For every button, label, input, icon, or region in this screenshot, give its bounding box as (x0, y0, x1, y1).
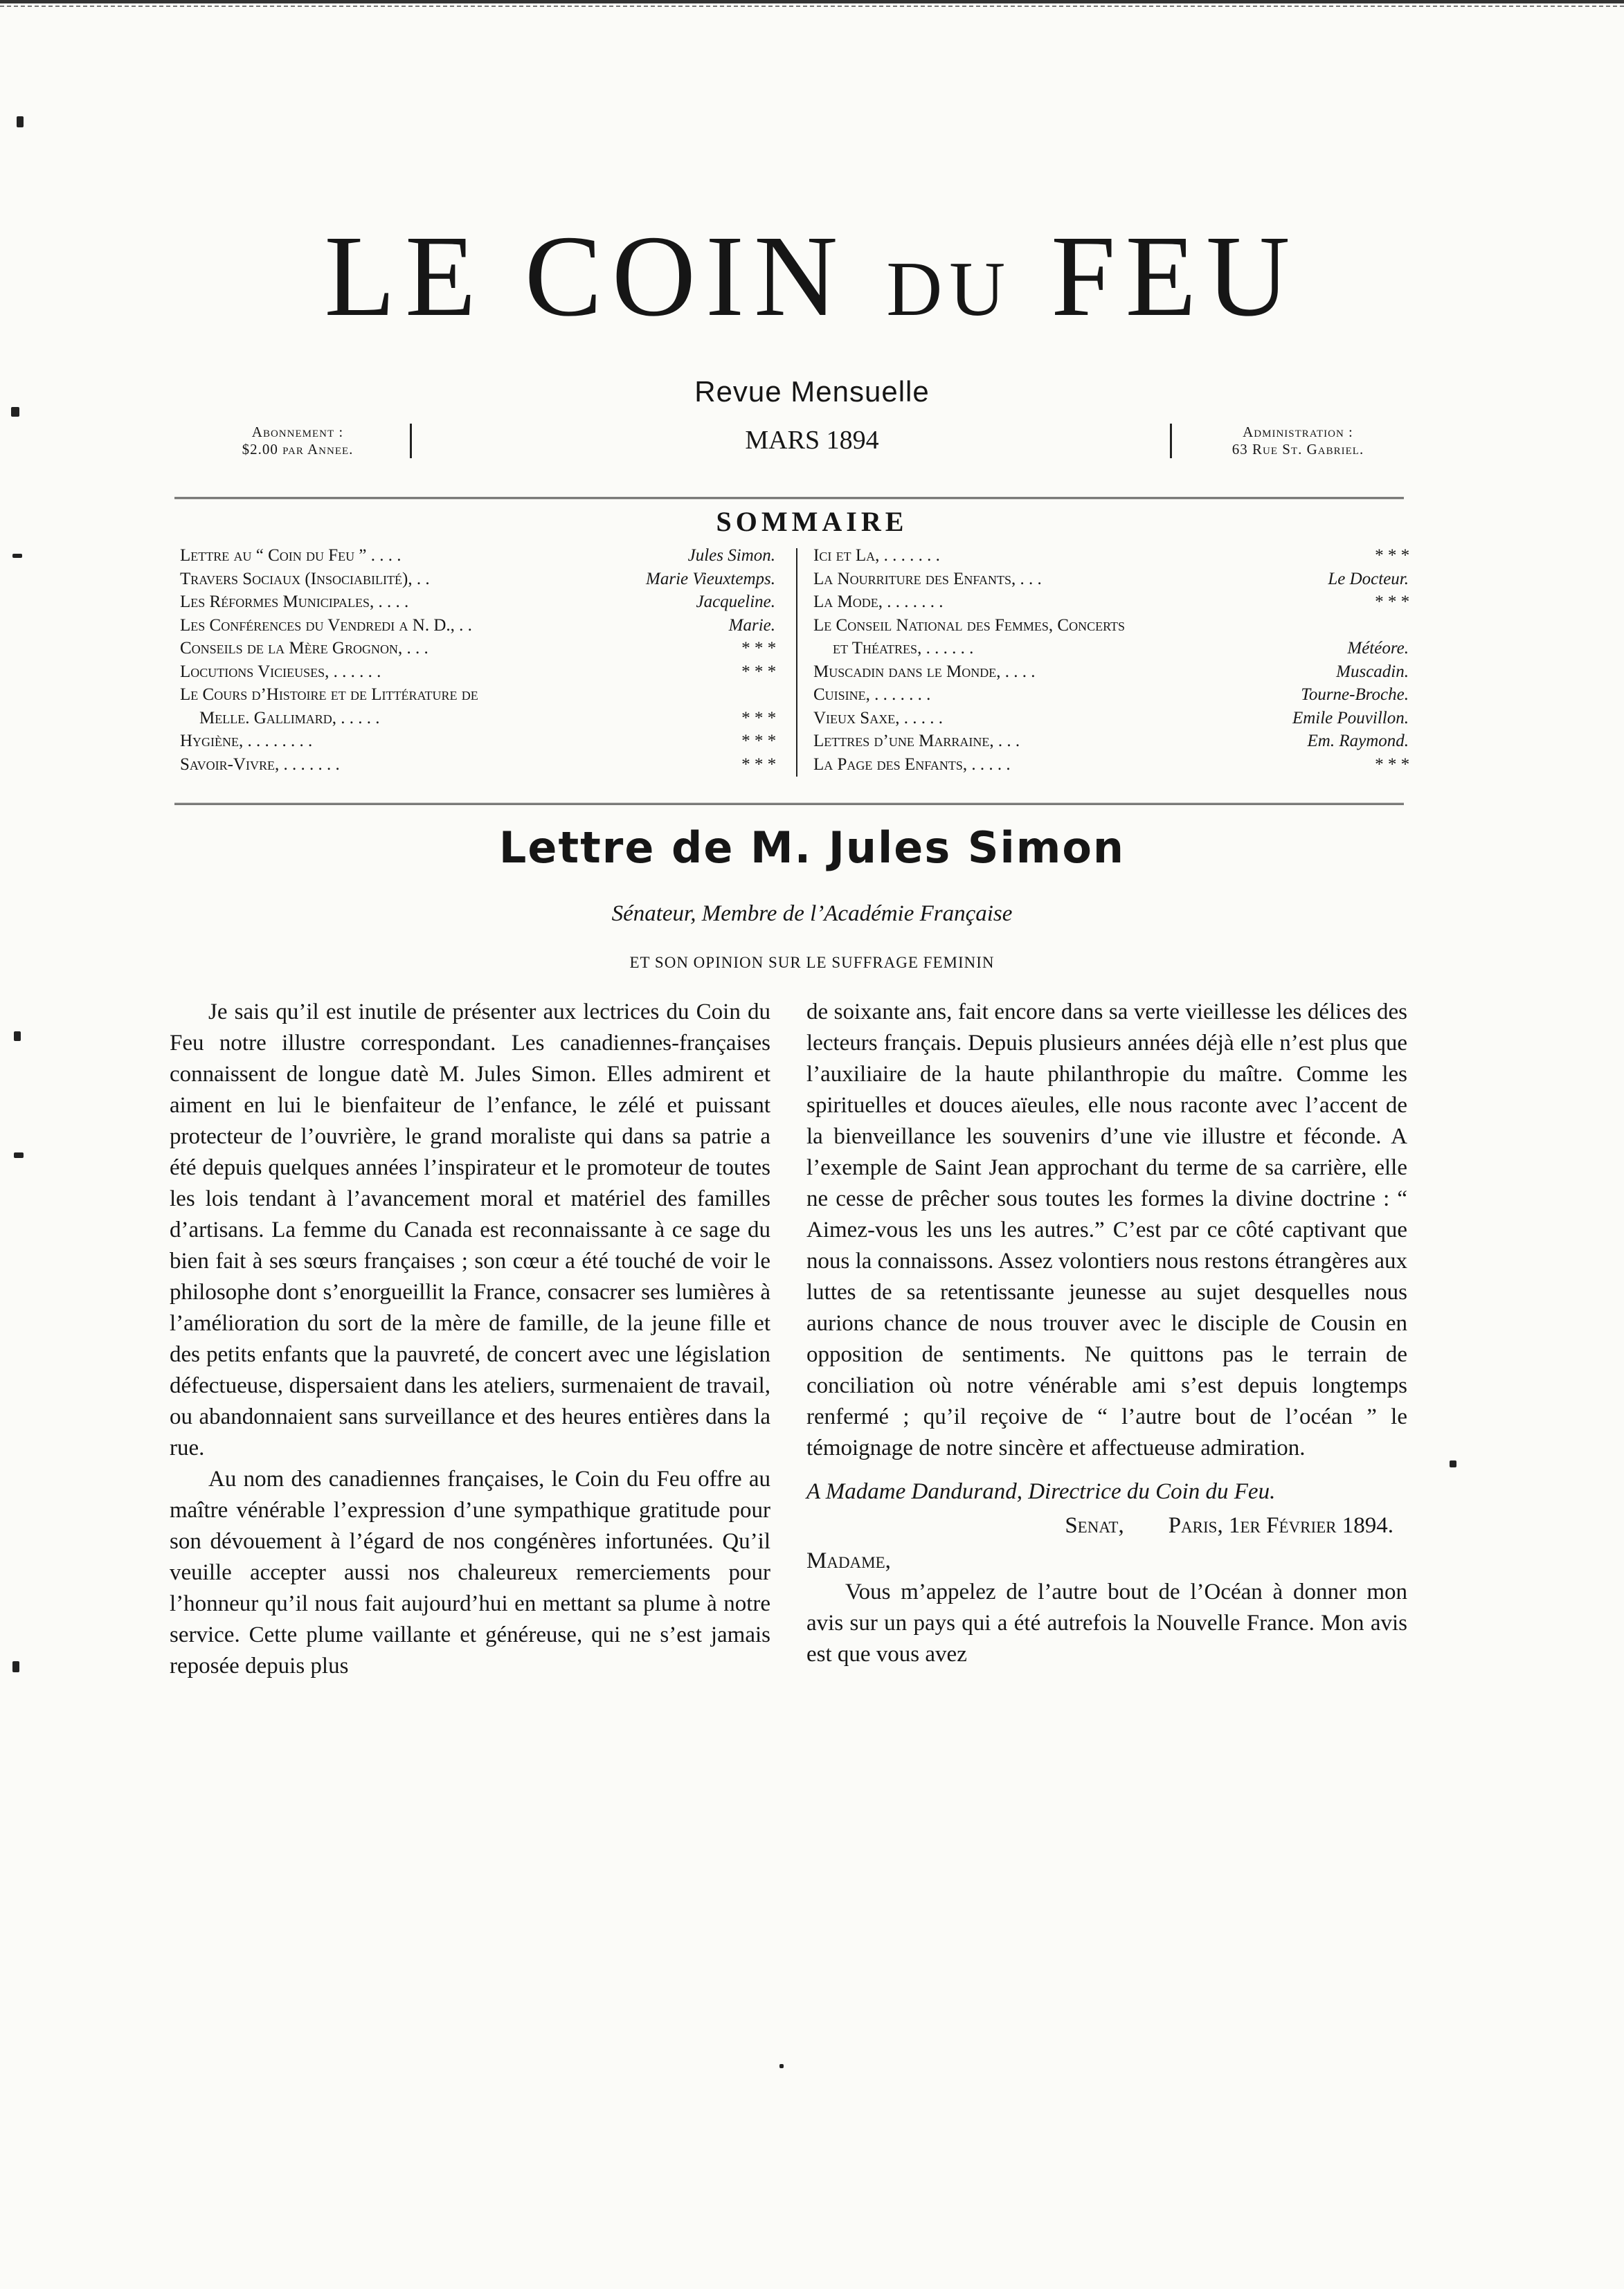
article-paragraph: de soixante ans, fait encore dans sa verte vieillesse les délices des lecteurs français. Depuis plusieurs années déjà elle n’est plus que l’auxiliaire de la haute philanthropie du maître. Comme les spirituelles et douces aïeules, elle nous raconte avec l’accent de la bienveillance les souvenirs d’une vie illustre et féconde. A l’exemple de Saint Jean approchant du terme de sa carrière, elle ne cesse de prêcher sous toutes les formes la divine doctrine : “ Aimez-vous les uns les autres.” C’est par ce côté captivant que nous la connaissons. Assez volontiers nous restons étrangères aux luttes de sa retentissante jeunesse au sujet desquelles nous aurions chance de nous trouver avec le disciple de Cousin en opposition de sentiments. Ne quittons pas le terrain de conciliation où notre vénérable ami s’est depuis longtemps renfermé ; qu’il reçoive de “ l’autre bout de l’océan ” le témoignage de notre sincère et affectueuse admiration. (806, 999, 1407, 1460)
toc-entry (180, 683, 775, 707)
toc-entry (813, 707, 1409, 730)
toc-entry-author: Em. Raymond. (1307, 732, 1409, 750)
masthead-feu: FEU (1051, 212, 1300, 341)
toc-entry-author: * * * (741, 708, 775, 727)
toc-entry-author: * * * (741, 662, 775, 681)
page-left-edge (10, 28, 37, 2243)
toc-entry-title: Le Conseil National des Femmes, Concerts (813, 615, 1125, 635)
toc-entry-title: Les Conférences du Vendredi a N. D., . . (180, 615, 472, 635)
toc-entry (813, 568, 1409, 591)
article-column-right (806, 997, 1407, 1670)
masthead-du: DU (886, 246, 1013, 332)
toc-entry (813, 590, 1409, 614)
scan-speck (17, 116, 24, 127)
table-of-contents-left (180, 544, 775, 776)
article-paragraph: Je sais qu’il est inutile de présenter aux lectrices du Coin du Feu notre illustre correspondant. Les canadiennes-françaises connaissent de longue datè M. Jules Simon. Elles admirent et aiment en lui le bienfaiteur de l’enfance, le zélé et puissant protecteur de l’ouvrière, le grand moraliste qui dans sa patrie a été depuis quelques années l’inspirateur et le promoteur de toutes les lois tendant à l’avancement moral et matériel des familles d’artisans. La femme du Canada est reconnaissante à ce sage du bien fait à ses sœurs françaises ; son cœur a été touché de voir le philosophe dont s’enorgueillit la France, consacrer ses lumières à l’amélioration du sort de la mère de famille, de la jeune fille et des petits enfants que la pauvreté, de concert avec une législation défectueuse, dispersaient dans les ateliers, surmenaient de travail, ou abandonnaient sans surveillance et des heures entières dans la rue. (170, 999, 770, 1460)
toc-entry-author: * * * (741, 732, 775, 750)
masthead-subtitle: Revue Mensuelle (694, 375, 930, 408)
toc-entry-title: Lettres d’une Marraine, . . . (813, 732, 1020, 750)
scan-speck (12, 554, 22, 558)
administration-label: Administration : (1243, 424, 1353, 440)
toc-entry-title: Les Réformes Municipales, . . . . (180, 592, 409, 611)
toc-entry-title: Locutions Vicieuses, . . . . . . (180, 662, 381, 681)
toc-entry-title: Le Cours d’Histoire et de Littérature de (180, 685, 478, 704)
scan-speck (779, 2064, 784, 2068)
double-rule (174, 497, 1404, 502)
scan-speck (12, 1661, 19, 1672)
toc-entry-author: * * * (1374, 592, 1409, 611)
letter-salutation: Madame, (806, 1548, 891, 1573)
toc-entry (180, 614, 775, 637)
scan-speck (14, 1152, 24, 1158)
scan-speck (14, 1031, 21, 1041)
toc-entry-author: Jacqueline. (696, 592, 775, 611)
toc-entry-author: * * * (1374, 754, 1409, 774)
masthead-title (0, 212, 1624, 341)
toc-entry-title: Cuisine, . . . . . . . (813, 685, 931, 704)
page-top-edge (0, 0, 1624, 7)
toc-entry (180, 730, 775, 753)
letter-date: Paris, 1er Février 1894. (1168, 1513, 1393, 1538)
subscription-price: $2.00 par Annee. (242, 441, 354, 458)
double-rule (174, 803, 1404, 808)
toc-entry-title: et Théatres, . . . . . . (833, 639, 974, 658)
toc-entry-title: Melle. Gallimard, . . . . . (199, 708, 380, 727)
toc-entry (813, 660, 1409, 684)
scan-speck (11, 407, 19, 417)
toc-entry-title: La Nourriture des Enfants, . . . (813, 569, 1042, 588)
toc-entry-author: Marie Vieuxtemps. (646, 569, 775, 588)
toc-entry (180, 637, 775, 660)
toc-entry (813, 544, 1409, 568)
masthead-le: LE (324, 212, 486, 341)
table-of-contents-right (813, 544, 1409, 776)
toc-entry-title: Conseils de la Mère Grognon, . . . (180, 639, 428, 658)
toc-entry-author: Jules Simon. (687, 546, 775, 565)
toc-entry-author: * * * (741, 639, 775, 658)
toc-entry (180, 660, 775, 684)
toc-entry-author: Marie. (728, 615, 775, 635)
toc-entry-author: Muscadin. (1336, 662, 1409, 681)
toc-entry (813, 614, 1409, 637)
subscription-info (194, 424, 412, 458)
toc-entry-author: Météore. (1347, 639, 1409, 658)
toc-entry (180, 707, 775, 730)
letter-address: A Madame Dandurand, Directrice du Coin du Feu. (806, 1479, 1276, 1504)
article-column-left (170, 997, 770, 1682)
toc-entry-title: La Page des Enfants, . . . . . (813, 754, 1011, 774)
issue-date: MARS 1894 (745, 426, 879, 455)
letter-place: Senat, (1065, 1513, 1124, 1538)
article-subheading: ET SON OPINION SUR LE SUFFRAGE FEMININ (629, 954, 995, 971)
toc-entry (180, 544, 775, 568)
toc-entry-title: Ici et La, . . . . . . . (813, 546, 940, 565)
administration-address: 63 Rue St. Gabriel. (1231, 441, 1364, 458)
toc-entry (813, 637, 1409, 660)
masthead-coin: COIN (524, 212, 848, 341)
toc-entry-title: Savoir-Vivre, . . . . . . . (180, 754, 340, 774)
toc-entry-author: * * * (741, 754, 775, 774)
subscription-label: Abonnement : (251, 424, 344, 440)
toc-entry (813, 753, 1409, 777)
article-paragraph: Vous m’appelez de l’autre bout de l’Océan à donner mon avis sur un pays qui a été autrefois la Nouvelle France. Mon avis est que vous avez (806, 1580, 1407, 1667)
toc-entry-author: Le Docteur. (1328, 569, 1409, 588)
article-paragraph: Au nom des canadiennes françaises, le Coin du Feu offre au maître vénérable l’expression d’une sympathique gratitude pour son dévouement à l’égard de nos congénères infortunées. Qu’il veuille accepter aussi nos chaleureux remerciements pour l’honneur qu’il nous fait aujourd’hui en mettant sa plume à notre service. Cette plume vaillante et généreuse, qui ne s’est jamais reposée depuis plus (170, 1467, 770, 1679)
letter-dateline (806, 1510, 1407, 1541)
toc-entry-title: Travers Sociaux (Insociabilité), . . (180, 569, 430, 588)
toc-entry-author: Emile Pouvillon. (1292, 708, 1409, 727)
toc-entry (813, 683, 1409, 707)
scan-speck (1450, 1460, 1456, 1467)
article-title: Lettre de M. Jules Simon (498, 822, 1126, 873)
toc-entry-author: Tourne-Broche. (1301, 685, 1409, 704)
sommaire-title: SOMMAIRE (716, 506, 908, 537)
toc-divider (796, 548, 797, 777)
toc-entry-title: La Mode, . . . . . . . (813, 592, 944, 611)
toc-entry (180, 753, 775, 777)
toc-entry-author: * * * (1374, 546, 1409, 565)
toc-entry (813, 730, 1409, 753)
article-subtitle: Sénateur, Membre de l’Académie Française (611, 901, 1013, 926)
toc-entry (180, 590, 775, 614)
administration-info (1170, 424, 1416, 458)
toc-entry-title: Lettre au “ Coin du Feu ” . . . . (180, 546, 402, 565)
toc-entry-title: Muscadin dans le Monde, . . . . (813, 662, 1036, 681)
toc-entry-title: Vieux Saxe, . . . . . (813, 708, 943, 727)
toc-entry (180, 568, 775, 591)
toc-entry-title: Hygiène, . . . . . . . . (180, 732, 313, 750)
